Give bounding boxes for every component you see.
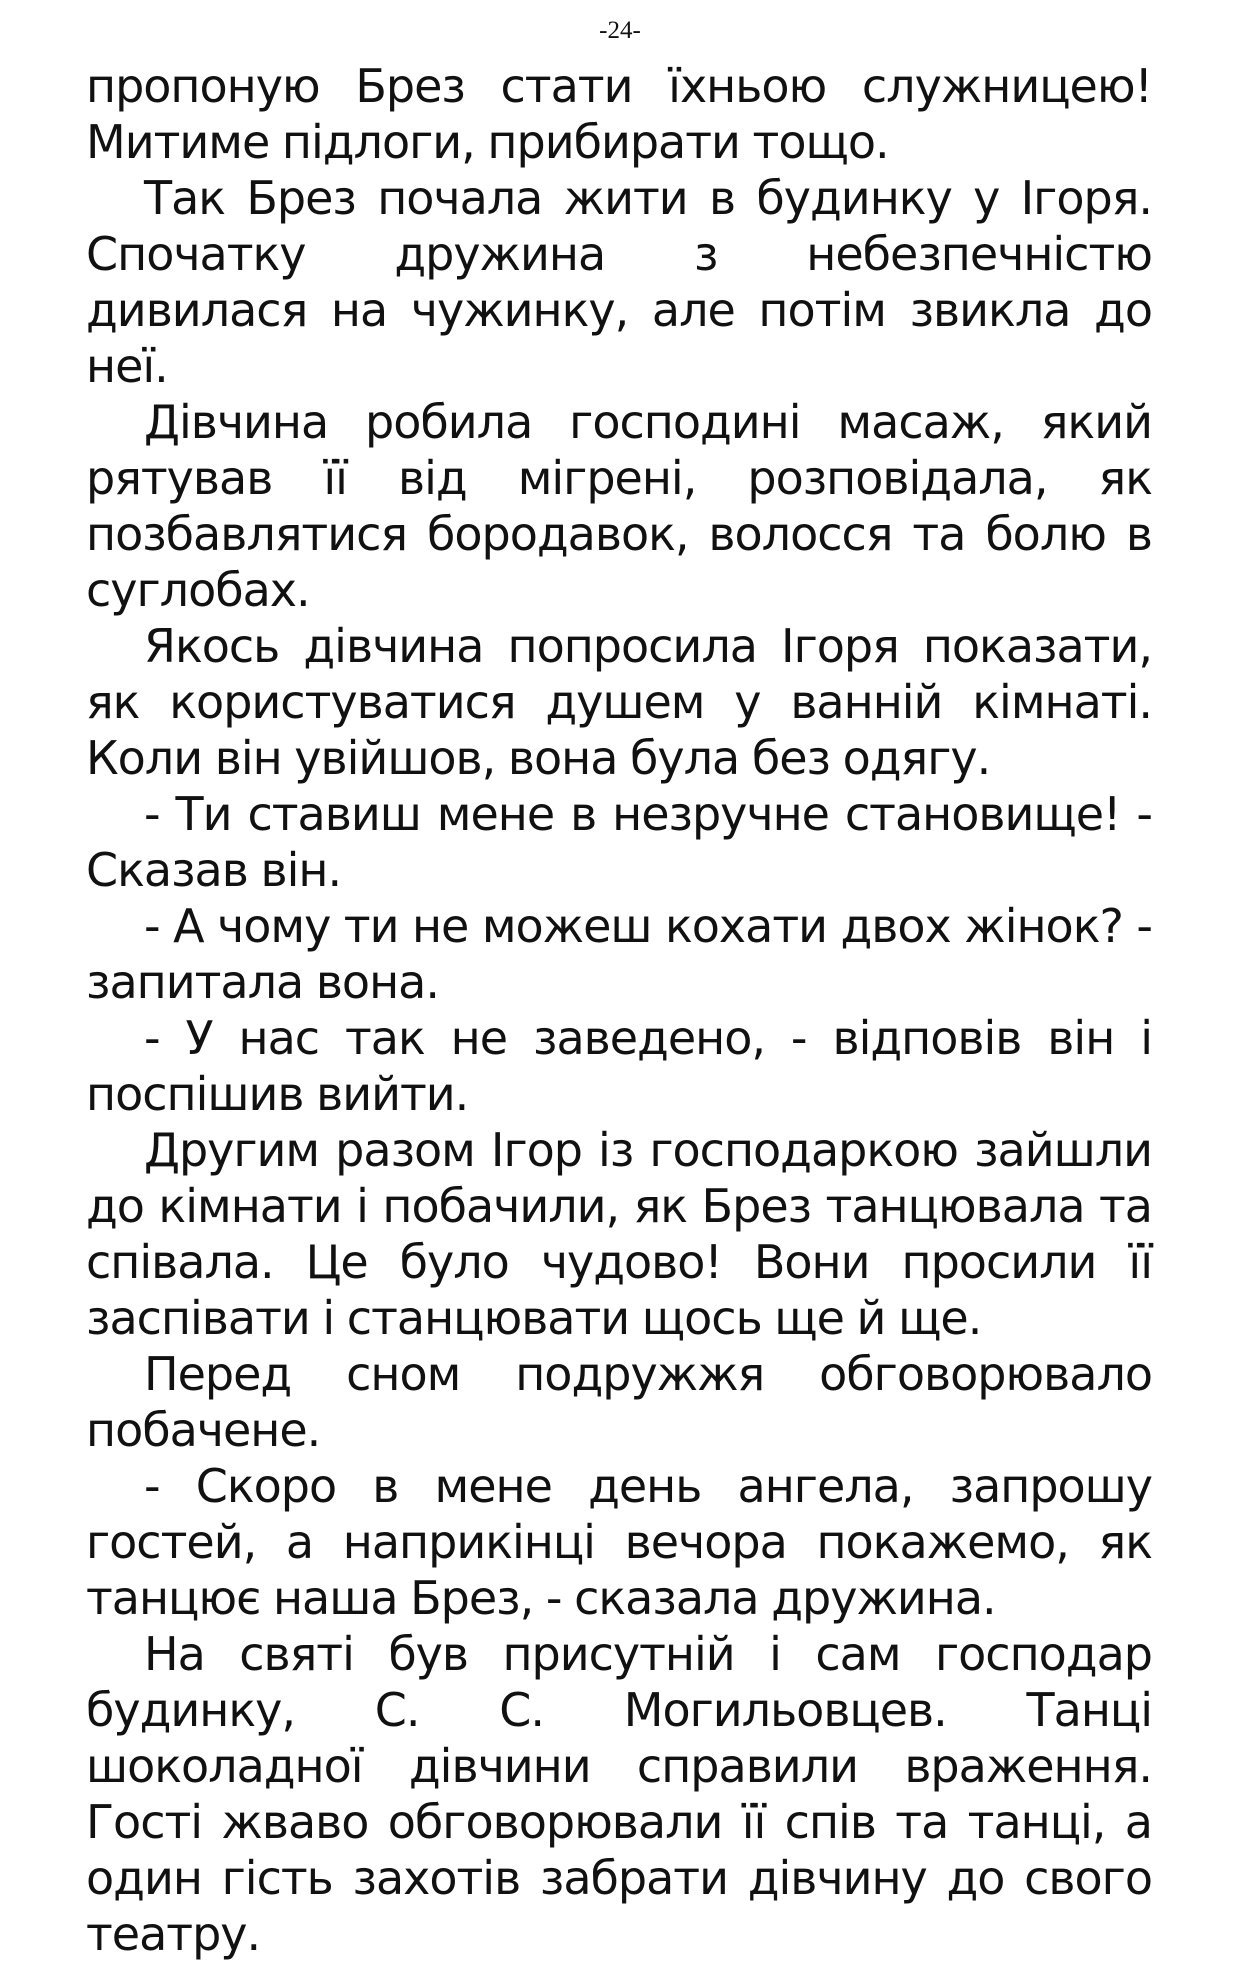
paragraph: Другим разом Ігор із господаркою зайшли до кімнати і побачили, як Брез танцювала та співала. Це було чудово! Вони просили її заспівати і станцювати щось ще й ще. — [86, 1123, 1152, 1345]
dialogue-line: - Ти ставиш мене в незручне становище! - Сказав він. — [86, 787, 1152, 897]
dialogue-line: - Скоро в мене день ангела, запрошу гостей, а наприкінці вечора покажемо, як танцює наша Брез, - сказала дружина. — [86, 1459, 1152, 1625]
page-number: -24- — [599, 17, 641, 44]
page-body — [86, 58, 1152, 1962]
paragraph: Дівчина робила господині масаж, який рятував її від мігрені, розповідала, як позбавлятися бородавок, волосся та болю в суглобах. — [86, 395, 1152, 617]
paragraph: Якось дівчина попросила Ігоря показати, як користуватися душем у ванній кімнаті. Коли він увійшов, вона була без одягу. — [86, 619, 1152, 785]
paragraph: Так Брез почала жити в будинку у Ігоря. Спочатку дружина з небезпечністю дивилася на чужинку, але потім звикла до неї. — [86, 171, 1152, 393]
dialogue-line: - А чому ти не можеш кохати двох жінок? - запитала вона. — [86, 899, 1152, 1009]
paragraph: Перед сном подружжя обговорювало побачене. — [86, 1347, 1152, 1457]
paragraph-continued: пропоную Брез стати їхньою служницею! Митиме підлоги, прибирати тощо. — [86, 59, 1152, 169]
paragraph: На святі був присутній і сам господар будинку, С. С. Могильовцев. Танці шоколадної дівчини справили враження. Гості жваво обговорювали її спів та танці, а один гість захотів забрати дівчину до свого театру. — [86, 1627, 1152, 1961]
dialogue-line: - У нас так не заведено, - відповів він і поспішив вийти. — [86, 1011, 1152, 1121]
